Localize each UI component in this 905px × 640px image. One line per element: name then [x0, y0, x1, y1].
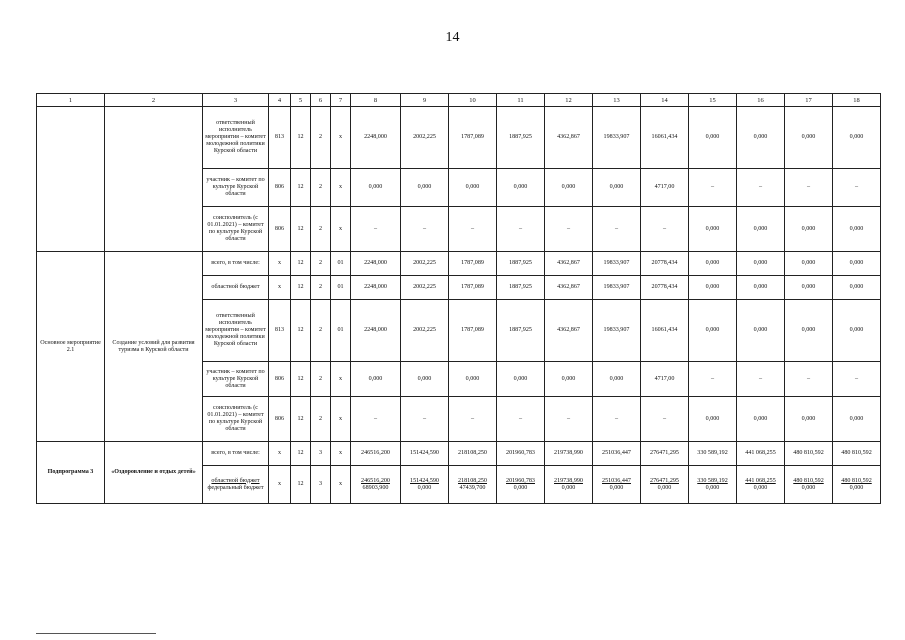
value-cell: 1787,089 — [449, 300, 497, 362]
table-row — [37, 107, 881, 169]
row-label: областной бюджет — [203, 276, 269, 300]
federal-value: 0,000 — [561, 484, 576, 491]
event-code: х — [331, 466, 351, 504]
value-cell: 0,000 — [785, 276, 833, 300]
value-cell: – — [785, 362, 833, 397]
row-label: всего, в том числе: — [203, 442, 269, 466]
header-cell: 14 — [641, 94, 689, 107]
value-cell: 0,000 — [401, 362, 449, 397]
subprogram-name: Подпрограмма 3 — [37, 442, 105, 504]
empty-cell — [37, 107, 105, 252]
value-cell: 0,000 — [545, 169, 593, 207]
header-cell: 9 — [401, 94, 449, 107]
value-cell: 0,000 — [833, 300, 881, 362]
value-cell: 246516,200 — [351, 442, 401, 466]
value-pair-cell — [641, 466, 689, 504]
program-code: 2 — [311, 169, 331, 207]
value-cell: 219738,990 — [545, 442, 593, 466]
federal-value: 68903,900 — [362, 484, 389, 491]
program-code: 2 — [311, 300, 331, 362]
event-code: х — [331, 107, 351, 169]
value-cell: 0,000 — [785, 252, 833, 276]
value-cell: 2248,000 — [351, 252, 401, 276]
grbs-code: х — [269, 276, 291, 300]
section-code: 12 — [291, 207, 311, 252]
row-label: соисполнитель (с 01.01.2021) – комитет по культуре Курской области — [203, 397, 269, 442]
row-label: ответственный исполнитель мероприятия – комитет молодежной политики Курской области — [203, 107, 269, 169]
program-code: 2 — [311, 397, 331, 442]
value-cell: 441 068,255 — [737, 442, 785, 466]
event-code: х — [331, 362, 351, 397]
event-code: х — [331, 207, 351, 252]
value-cell: 0,000 — [689, 397, 737, 442]
regional-value: 251036,447 — [602, 477, 631, 484]
value-cell: – — [497, 397, 545, 442]
value-cell: 2002,225 — [401, 252, 449, 276]
header-cell: 10 — [449, 94, 497, 107]
program-code: 3 — [311, 442, 331, 466]
row-label: участник – комитет по культуре Курской области — [203, 362, 269, 397]
event-code: х — [331, 442, 351, 466]
regional-value: 201960,783 — [506, 477, 535, 484]
table-row — [37, 442, 881, 466]
value-cell: 0,000 — [737, 397, 785, 442]
value-cell: – — [833, 362, 881, 397]
value-cell: – — [641, 397, 689, 442]
value-pair-cell — [737, 466, 785, 504]
value-cell: 0,000 — [689, 276, 737, 300]
value-cell: 0,000 — [689, 300, 737, 362]
value-pair-cell — [449, 466, 497, 504]
value-cell: – — [689, 169, 737, 207]
value-cell: 0,000 — [785, 207, 833, 252]
value-cell: 2002,225 — [401, 300, 449, 362]
header-cell: 18 — [833, 94, 881, 107]
event-name: Основное мероприятие 2.1 — [37, 252, 105, 442]
regional-value: 276471,295 — [650, 477, 679, 484]
section-code: 12 — [291, 300, 311, 362]
section-code: 12 — [291, 107, 311, 169]
value-cell: – — [449, 397, 497, 442]
value-cell: – — [737, 169, 785, 207]
row-label-pair — [203, 466, 269, 504]
regional-budget-label: областной бюджет — [211, 477, 260, 484]
value-cell: 0,000 — [593, 169, 641, 207]
event-code: 01 — [331, 300, 351, 362]
program-code: 3 — [311, 466, 331, 504]
value-cell: 1787,089 — [449, 107, 497, 169]
federal-value: 0,000 — [705, 484, 720, 491]
header-cell: 1 — [37, 94, 105, 107]
value-cell: 2248,000 — [351, 276, 401, 300]
federal-value: 0,000 — [609, 484, 624, 491]
page-number: 14 — [445, 30, 460, 45]
value-cell: 0,000 — [449, 362, 497, 397]
value-cell: 0,000 — [593, 362, 641, 397]
value-cell: 4362,867 — [545, 252, 593, 276]
budget-table — [36, 93, 881, 504]
value-cell: 0,000 — [833, 207, 881, 252]
value-cell: 19833,907 — [593, 252, 641, 276]
value-cell: 16061,434 — [641, 300, 689, 362]
value-cell: 0,000 — [689, 252, 737, 276]
regional-value: 480 810,592 — [793, 477, 824, 484]
value-cell: 4362,867 — [545, 107, 593, 169]
value-cell: 1787,089 — [449, 276, 497, 300]
value-cell: 0,000 — [785, 300, 833, 362]
event-description: Создание условий для развития туризма в Курской области — [105, 252, 203, 442]
value-cell: 2248,000 — [351, 300, 401, 362]
value-cell: 1787,089 — [449, 252, 497, 276]
section-code: 12 — [291, 276, 311, 300]
value-cell: 0,000 — [833, 397, 881, 442]
table-row — [37, 252, 881, 276]
value-cell: 0,000 — [545, 362, 593, 397]
header-cell: 2 — [105, 94, 203, 107]
section-code: 12 — [291, 169, 311, 207]
row-label: соисполнитель (с 01.01.2021) – комитет по культуре Курской области — [203, 207, 269, 252]
value-cell: 201960,783 — [497, 442, 545, 466]
header-cell: 12 — [545, 94, 593, 107]
scan-edge-line — [36, 633, 156, 634]
federal-value: 0,000 — [417, 484, 432, 491]
federal-value: 0,000 — [849, 484, 864, 491]
value-cell: 0,000 — [737, 107, 785, 169]
value-cell: 218108,250 — [449, 442, 497, 466]
header-cell: 8 — [351, 94, 401, 107]
value-cell: – — [593, 397, 641, 442]
header-cell: 13 — [593, 94, 641, 107]
value-pair-cell — [497, 466, 545, 504]
value-cell: 151424,590 — [401, 442, 449, 466]
event-code: х — [331, 397, 351, 442]
value-cell: 480 810,592 — [833, 442, 881, 466]
header-cell: 6 — [311, 94, 331, 107]
value-pair-cell — [689, 466, 737, 504]
value-cell: – — [593, 207, 641, 252]
value-pair-cell — [545, 466, 593, 504]
value-cell: 0,000 — [737, 276, 785, 300]
event-code: 01 — [331, 276, 351, 300]
value-cell: 19833,907 — [593, 300, 641, 362]
value-cell: 20778,434 — [641, 276, 689, 300]
section-code: 12 — [291, 362, 311, 397]
value-cell: 4717,00 — [641, 362, 689, 397]
value-cell: – — [641, 207, 689, 252]
empty-cell — [105, 107, 203, 252]
value-cell: 4362,867 — [545, 300, 593, 362]
header-cell: 4 — [269, 94, 291, 107]
row-label: ответственный исполнитель мероприятия – комитет молодежной политики Курской области — [203, 300, 269, 362]
value-cell: – — [689, 362, 737, 397]
grbs-code: 813 — [269, 107, 291, 169]
grbs-code: х — [269, 442, 291, 466]
grbs-code: х — [269, 466, 291, 504]
value-cell: 330 589,192 — [689, 442, 737, 466]
value-cell: 0,000 — [351, 362, 401, 397]
event-code: 01 — [331, 252, 351, 276]
value-cell: 4717,00 — [641, 169, 689, 207]
value-cell: 19833,907 — [593, 107, 641, 169]
value-cell: 0,000 — [449, 169, 497, 207]
value-cell: – — [351, 397, 401, 442]
value-cell: 0,000 — [737, 207, 785, 252]
value-cell: 0,000 — [351, 169, 401, 207]
header-row — [37, 94, 881, 107]
program-code: 2 — [311, 107, 331, 169]
federal-value: 47439,700 — [459, 484, 486, 491]
value-cell: – — [497, 207, 545, 252]
header-cell: 5 — [291, 94, 311, 107]
value-cell: 2002,225 — [401, 276, 449, 300]
value-cell: 1887,925 — [497, 276, 545, 300]
grbs-code: 806 — [269, 362, 291, 397]
value-cell: 4362,867 — [545, 276, 593, 300]
regional-value: 219738,990 — [554, 477, 583, 484]
subprogram-description: «Оздоровление и отдых детей» — [105, 442, 203, 504]
value-cell: 0,000 — [401, 169, 449, 207]
grbs-code: 806 — [269, 397, 291, 442]
header-cell: 15 — [689, 94, 737, 107]
federal-value: 0,000 — [513, 484, 528, 491]
value-cell: 1887,925 — [497, 107, 545, 169]
value-cell: 0,000 — [689, 107, 737, 169]
program-code: 2 — [311, 362, 331, 397]
federal-budget-label: федеральный бюджет — [207, 484, 264, 491]
section-code: 12 — [291, 252, 311, 276]
section-code: 12 — [291, 466, 311, 504]
grbs-code: 813 — [269, 300, 291, 362]
value-cell: – — [351, 207, 401, 252]
value-cell: – — [449, 207, 497, 252]
value-cell: 251036,447 — [593, 442, 641, 466]
value-cell: – — [737, 362, 785, 397]
value-cell: 0,000 — [785, 107, 833, 169]
value-cell: 0,000 — [833, 252, 881, 276]
value-cell: 276471,295 — [641, 442, 689, 466]
value-cell: – — [401, 207, 449, 252]
regional-value: 330 589,192 — [697, 477, 728, 484]
value-pair-cell — [593, 466, 641, 504]
value-cell: 0,000 — [833, 276, 881, 300]
regional-value: 151424,590 — [410, 477, 439, 484]
value-cell: 0,000 — [737, 300, 785, 362]
value-cell: 2002,225 — [401, 107, 449, 169]
value-cell: – — [545, 397, 593, 442]
program-code: 2 — [311, 276, 331, 300]
event-code: х — [331, 169, 351, 207]
grbs-code: 806 — [269, 169, 291, 207]
value-cell: 0,000 — [497, 362, 545, 397]
regional-value: 480 810,592 — [841, 477, 872, 484]
value-cell: – — [833, 169, 881, 207]
grbs-code: 806 — [269, 207, 291, 252]
value-cell: 0,000 — [833, 107, 881, 169]
value-cell: 0,000 — [497, 169, 545, 207]
value-cell: – — [785, 169, 833, 207]
federal-value: 0,000 — [801, 484, 816, 491]
value-cell: 1887,925 — [497, 300, 545, 362]
federal-value: 0,000 — [753, 484, 768, 491]
regional-value: 441 068,255 — [745, 477, 776, 484]
value-cell: – — [545, 207, 593, 252]
section-code: 12 — [291, 397, 311, 442]
header-cell: 17 — [785, 94, 833, 107]
row-label: участник – комитет по культуре Курской области — [203, 169, 269, 207]
value-cell: 16061,434 — [641, 107, 689, 169]
value-cell: 0,000 — [689, 207, 737, 252]
value-pair-cell — [401, 466, 449, 504]
value-pair-cell — [351, 466, 401, 504]
grbs-code: х — [269, 252, 291, 276]
header-cell: 11 — [497, 94, 545, 107]
header-cell: 16 — [737, 94, 785, 107]
section-code: 12 — [291, 442, 311, 466]
value-pair-cell — [785, 466, 833, 504]
header-cell: 3 — [203, 94, 269, 107]
value-pair-cell — [833, 466, 881, 504]
program-code: 2 — [311, 207, 331, 252]
row-label: всего, в том числе: — [203, 252, 269, 276]
value-cell: 20778,434 — [641, 252, 689, 276]
value-cell: – — [401, 397, 449, 442]
regional-value: 218108,250 — [458, 477, 487, 484]
value-cell: 480 810,592 — [785, 442, 833, 466]
value-cell: 0,000 — [785, 397, 833, 442]
federal-value: 0,000 — [657, 484, 672, 491]
value-cell: 19833,907 — [593, 276, 641, 300]
program-code: 2 — [311, 252, 331, 276]
header-cell: 7 — [331, 94, 351, 107]
value-cell: 2248,000 — [351, 107, 401, 169]
value-cell: 1887,925 — [497, 252, 545, 276]
regional-value: 246516,200 — [361, 477, 390, 484]
value-cell: 0,000 — [737, 252, 785, 276]
